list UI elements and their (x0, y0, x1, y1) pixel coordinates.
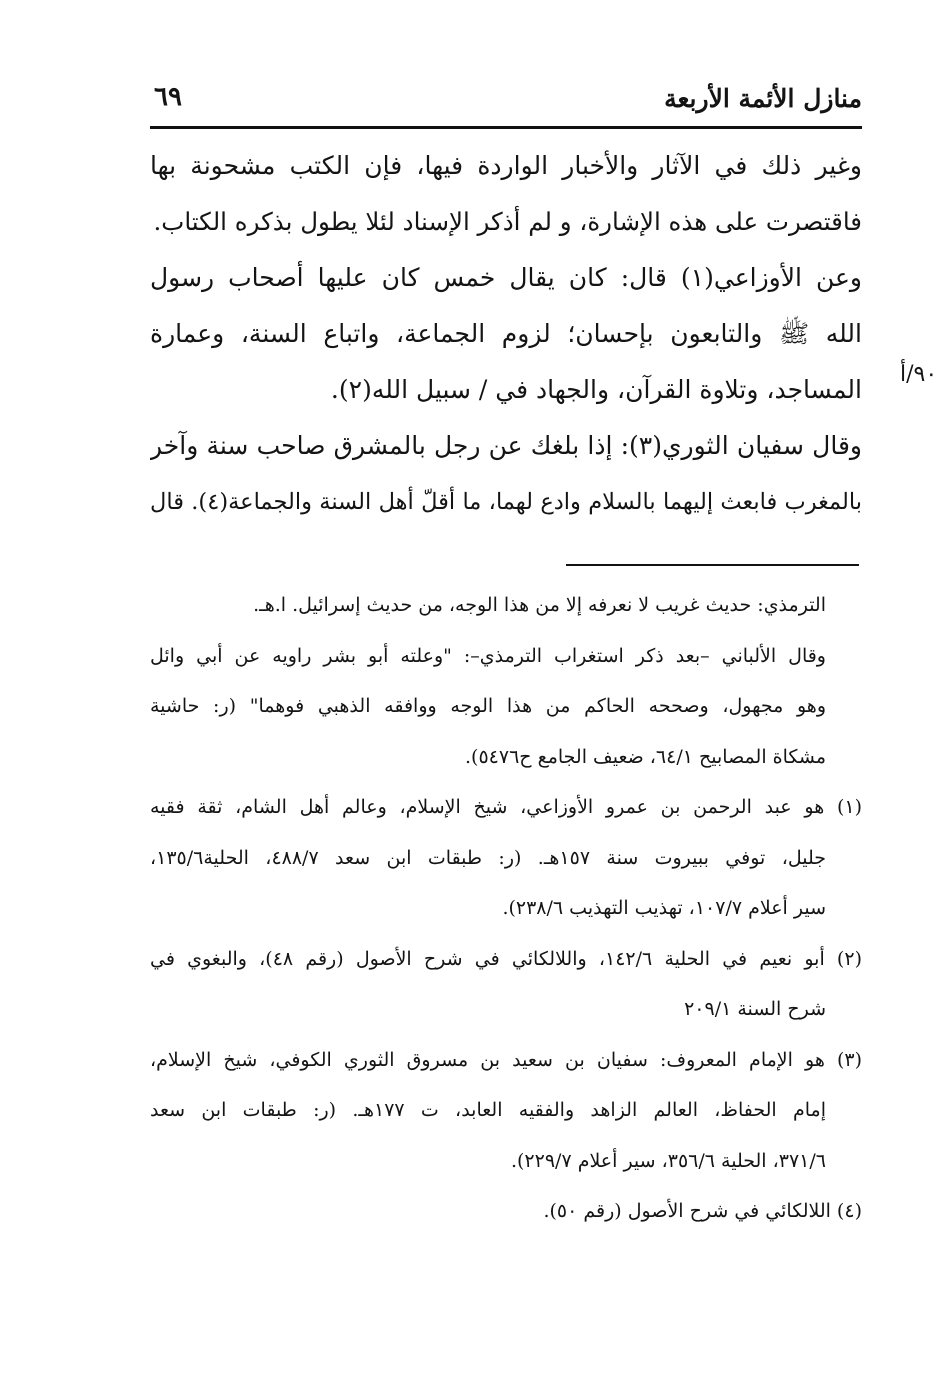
footnote-line: وهو مجهول، وصححه الحاكم من هذا الوجه ووافقه الذهبي فوهما" (ر: حاشية (150, 695, 826, 717)
footnotes (150, 580, 862, 1237)
footnote-line: (٣) هو الإمام المعروف: سفيان بن سعيد بن مسروق الثوري الكوفي، شيخ الإسلام، (150, 1048, 862, 1071)
footnote-line: (٤) اللالكائي في شرح الأصول (رقم ٥٠). (543, 1200, 862, 1222)
footnote-line: مشكاة المصابيح ٦٤/١، ضعيف الجامع ح٥٤٧٦). (465, 745, 826, 768)
footnote-line: الترمذي: حديث غريب لا نعرفه إلا من هذا الوجه، من حديث إسرائيل. ا.هـ. (253, 594, 826, 616)
main-line: وغير ذلك في الآثار والأخبار الواردة فيها، فإن الكتب مشحونة بها (150, 151, 862, 180)
main-line: المساجد، وتلاوة القرآن، والجهاد في / سبيل الله(٢). (330, 375, 862, 404)
main-line: وقال سفيان الثوري(٣): إذا بلغك عن رجل بالمشرق صاحب سنة وآخر (150, 431, 862, 460)
footnote-line: سير أعلام ١٠٧/٧، تهذيب التهذيب ٢٣٨/٦). (502, 897, 826, 919)
main-text (150, 138, 862, 530)
footnote-line: جليل، توفي ببيروت سنة ١٥٧هـ. (ر: طبقات ابن سعد ٤٨٨/٧، الحلية١٣٥/٦، (150, 846, 826, 869)
main-line: وعن الأوزاعي(١) قال: كان يقال خمس كان عليها أصحاب رسول (150, 263, 862, 292)
page-number: ٦٩ (154, 82, 182, 112)
running-title: منازل الأئمة الأربعة (664, 84, 862, 113)
main-line: فاقتصرت على هذه الإشارة، و لم أذكر الإسناد لئلا يطول بذكره الكتاب. (153, 207, 862, 236)
footnote-line: وقال الألباني –بعد ذكر استغراب الترمذي–: "وعلته أبو بشر راويه عن أبي وائل (150, 644, 826, 667)
footnote-line: شرح السنة ٢٠٩/١ (684, 998, 826, 1020)
main-line: الله ﷺ والتابعون بإحسان؛ لزوم الجماعة، واتباع السنة، وعمارة (150, 319, 862, 348)
footnote-line: ٣٧١/٦، الحلية ٣٥٦/٦، سير أعلام ٢٢٩/٧). (510, 1149, 826, 1172)
footnote-line: (١) هو عبد الرحمن بن عمرو الأوزاعي، شيخ الإسلام، وعالم أهل الشام، ثقة فقيه (150, 796, 862, 818)
page-header (150, 78, 862, 124)
footnote-line: إمام الحفاظ، العالم الزاهد والفقيه العابد، ت ١٧٧هـ. (ر: طبقات ابن سعد (150, 1099, 826, 1121)
footnote-separator (566, 564, 859, 566)
manuscript-folio-note: ٩٠/أ (900, 362, 938, 387)
header-rule (150, 126, 862, 129)
main-line: بالمغرب فابعث إليهما بالسلام وادع لهما، ما أقلّ أهل السنة والجماعة(٤). قال (150, 489, 862, 515)
footnote-line: (٢) أبو نعيم في الحلية ١٤٢/٦، واللالكائي في شرح الأصول (رقم ٤٨)، والبغوي في (150, 947, 862, 970)
